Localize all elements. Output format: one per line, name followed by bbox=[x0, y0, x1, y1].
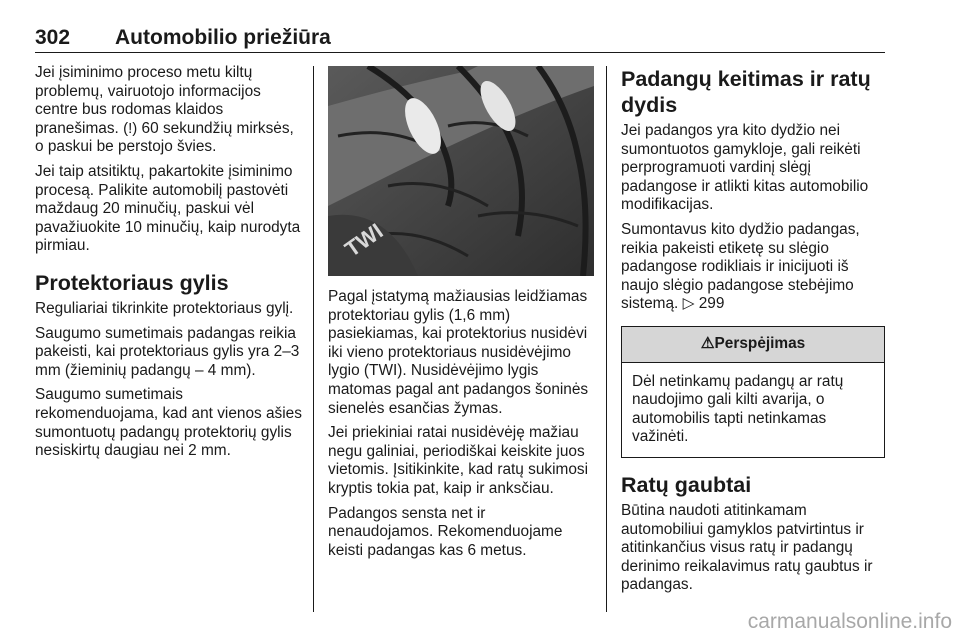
paragraph-minimum-tread: Pagal įstatymą mažiausias leidžiamas protektoriau gylis (1,6 mm) pasiekiamas, kai protektorius nusidėvi iki vieno protektoriaus nusidėvėjimo lygio (TWI). Nusidėvėjimo lygis matomas pagal ant padangos šoninės sienelės esančias žymas. bbox=[328, 288, 589, 417]
paragraph-wheel-covers: Būtina naudoti atitinkamam automobiliui gamyklos patvirtintus ir atitinkančius visus ratų ir padangų derinimo reikalavimus ratų gaubtus ir padangas. bbox=[621, 501, 873, 594]
paragraph-axle-difference: Saugumo sumetimais rekomenduojama, kad ant vienos ašies sumontuotų padangų protektorių gylis nesiskirtų daugiau nei 2 mm. bbox=[35, 386, 302, 460]
heading-tread-depth: Protektoriaus gylis bbox=[35, 270, 229, 295]
reference-arrow-icon: ▷ bbox=[682, 295, 695, 313]
page-reference-link[interactable]: 299 bbox=[694, 295, 725, 313]
tread-wear-indicator-illustration bbox=[328, 66, 594, 276]
paragraph-tire-aging: Padangos sensta net ir nenaudojamos. Rekomenduojame keisti padangas kas 6 metus. bbox=[328, 504, 563, 559]
tire-pressure-warning-icon: (!) bbox=[123, 119, 138, 137]
page-title: Automobilio priežiūra bbox=[115, 26, 331, 49]
paragraph-replace-tires: Saugumo sumetimais padangas reikia pakeisti, kai protektoriaus gylis yra 2–3 mm (žieminių padangų – 4 mm). bbox=[35, 324, 300, 379]
paragraph-repeat-learning: Jei taip atsitiktų, pakartokite įsiminimo procesą. Palikite automobilį pastovėti maždaug 20 minučių, paskui vėl pavažiuokite 10 minučių, kaip nurodyta pirmiau. bbox=[35, 162, 301, 255]
page-header bbox=[35, 12, 885, 52]
paragraph-relabel: Sumontavus kito dydžio padangas, reikia pakeisti etiketę su slėgio padangose rodikliais ir inicijuoti iš naujo slėgio padangose stebėjimo sistemą. ▷ 299 bbox=[621, 220, 860, 313]
watermark: carmanualsonline.info bbox=[747, 610, 952, 633]
warning-box bbox=[621, 326, 885, 458]
column-divider-right bbox=[606, 66, 607, 612]
column-right bbox=[621, 66, 885, 601]
warning-text: Dėl netinkamų padangų ar ratų naudojimo gali kilti avarija, o automobilis tapti netinkamas važinėti. bbox=[632, 372, 844, 446]
warning-triangle-icon: ⚠ bbox=[700, 334, 715, 352]
header-rule bbox=[35, 52, 885, 53]
heading-tire-change: Padangų keitimas ir ratų dydis bbox=[621, 67, 871, 117]
heading-wheel-covers: Ratų gaubtai bbox=[621, 472, 752, 497]
warning-title: ⚠Perspėjimas bbox=[622, 327, 884, 363]
paragraph-error-message: Jei įsiminimo proceso metu kiltų problemų, vairuotojo informacijos centre bus rodomas klaidos pranešimas. (!) 60 sekundžių mirksės, o paskui be perstojo švies. bbox=[35, 64, 294, 156]
column-left bbox=[35, 64, 303, 467]
paragraph-rotate-wheels: Jei priekiniai ratai nusidėvėję mažiau negu galiniai, periodiškai keiskite juos vietomis. Įsitikinkite, kad ratų sukimosi kryptis tokia pat, kaip ir anksčiau. bbox=[328, 424, 589, 497]
page-number: 302 bbox=[35, 26, 71, 49]
paragraph-different-size: Jei padangos yra kito dydžio nei sumontuotos gamykloje, gali reikėti perprogramuoti vardinį slėgį padangose ir atlikti kitas automobilio modifikacijas. bbox=[621, 122, 869, 214]
paragraph-check-tread: Reguliariai tikrinkite protektoriaus gylį. bbox=[35, 299, 294, 317]
twi-marking-label: TWI bbox=[340, 218, 388, 262]
column-divider-left bbox=[313, 66, 314, 612]
column-middle bbox=[328, 66, 594, 566]
